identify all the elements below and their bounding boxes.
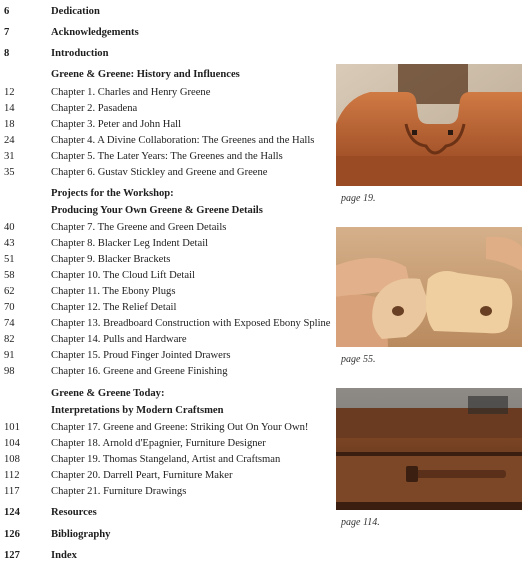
toc-entry-title: Chapter 1. Charles and Henry Greene — [51, 87, 211, 98]
toc-entry-title: Chapter 17. Greene and Greene: Striking Out On Your Own! — [51, 422, 309, 433]
toc-page-number: 40 — [4, 222, 15, 233]
toc-page-number: 31 — [4, 151, 15, 162]
photo-caption: page 114. — [341, 517, 380, 528]
toc-entry-title: Chapter 10. The Cloud Lift Detail — [51, 270, 195, 281]
section-heading: Projects for the Workshop: — [51, 188, 174, 199]
toc-entry-title: Chapter 4. A Divine Collaboration: The Greenes and the Halls — [51, 135, 315, 146]
toc-page-number: 127 — [4, 550, 20, 561]
toc-page-number: 108 — [4, 454, 20, 465]
toc-page-number: 14 — [4, 103, 15, 114]
toc-page-number: 51 — [4, 254, 15, 265]
toc-page-number: 82 — [4, 334, 15, 345]
toc-entry-title: Resources — [51, 507, 97, 518]
toc-entry-title: Acknowledgements — [51, 27, 139, 38]
toc-entry-title: Chapter 7. The Greene and Green Details — [51, 222, 227, 233]
toc-page-number: 74 — [4, 318, 15, 329]
toc-entry-title: Chapter 15. Proud Finger Jointed Drawers — [51, 350, 231, 361]
photo-bracket-detail — [336, 64, 522, 186]
toc-page-number: 12 — [4, 87, 15, 98]
toc-page-number: 62 — [4, 286, 15, 297]
toc-page-number: 126 — [4, 529, 20, 540]
toc-page-number: 8 — [4, 48, 10, 59]
toc-entry-title: Chapter 19. Thomas Stangeland, Artist and Craftsman — [51, 454, 281, 465]
drawer-photo-illustration — [336, 388, 522, 510]
toc-entry-title: Chapter 8. Blacker Leg Indent Detail — [51, 238, 209, 249]
photo-blacker-brackets — [336, 227, 522, 347]
toc-entry-title: Chapter 5. The Later Years: The Greenes and the Halls — [51, 151, 283, 162]
toc-page-number: 101 — [4, 422, 20, 433]
toc-entry-title: Chapter 2. Pasadena — [51, 103, 138, 114]
toc-entry-title: Chapter 16. Greene and Greene Finishing — [51, 366, 228, 377]
blocks-photo-illustration — [336, 227, 522, 347]
toc-page-number: 24 — [4, 135, 15, 146]
toc-page-number: 7 — [4, 27, 10, 38]
toc-page-number: 124 — [4, 507, 20, 518]
toc-entry-title: Chapter 13. Breadboard Construction with Exposed Ebony Spline — [51, 318, 331, 329]
photo-caption: page 19. — [341, 193, 376, 204]
section-heading: Greene & Greene Today: — [51, 388, 165, 399]
toc-entry-title: Dedication — [51, 6, 100, 17]
toc-page-number: 70 — [4, 302, 15, 313]
toc-entry-title: Chapter 14. Pulls and Hardware — [51, 334, 187, 345]
toc-entry-title: Bibliography — [51, 529, 111, 540]
toc-entry-title: Chapter 20. Darrell Peart, Furniture Maker — [51, 470, 233, 481]
toc-entry-title: Chapter 11. The Ebony Plugs — [51, 286, 176, 297]
toc-entry-title: Chapter 18. Arnold d'Epagnier, Furniture Designer — [51, 438, 266, 449]
bracket-photo-illustration — [336, 64, 522, 186]
toc-entry-title: Introduction — [51, 48, 109, 59]
toc-page-number: 43 — [4, 238, 15, 249]
toc-entry-title: Chapter 21. Furniture Drawings — [51, 486, 187, 497]
toc-page-number: 104 — [4, 438, 20, 449]
toc-entry-title: Chapter 6. Gustav Stickley and Greene and Greene — [51, 167, 268, 178]
toc-page-number: 91 — [4, 350, 15, 361]
toc-page-number: 35 — [4, 167, 15, 178]
section-heading: Greene & Greene: History and Influences — [51, 69, 240, 80]
section-subheading: Interpretations by Modern Craftsmen — [51, 405, 224, 416]
toc-page-number: 112 — [4, 470, 20, 481]
toc-entry-title: Chapter 9. Blacker Brackets — [51, 254, 171, 265]
toc-page-number: 58 — [4, 270, 15, 281]
toc-page-number: 98 — [4, 366, 15, 377]
toc-entry-title: Index — [51, 550, 77, 561]
toc-page-number: 6 — [4, 6, 10, 17]
toc-entry-title: Chapter 12. The Relief Detail — [51, 302, 177, 313]
section-subheading: Producing Your Own Greene & Greene Details — [51, 205, 263, 216]
toc-page-number: 117 — [4, 486, 20, 497]
toc-page-number: 18 — [4, 119, 15, 130]
photo-drawer-pull — [336, 388, 522, 510]
photo-caption: page 55. — [341, 354, 376, 365]
toc-entry-title: Chapter 3. Peter and John Hall — [51, 119, 182, 130]
